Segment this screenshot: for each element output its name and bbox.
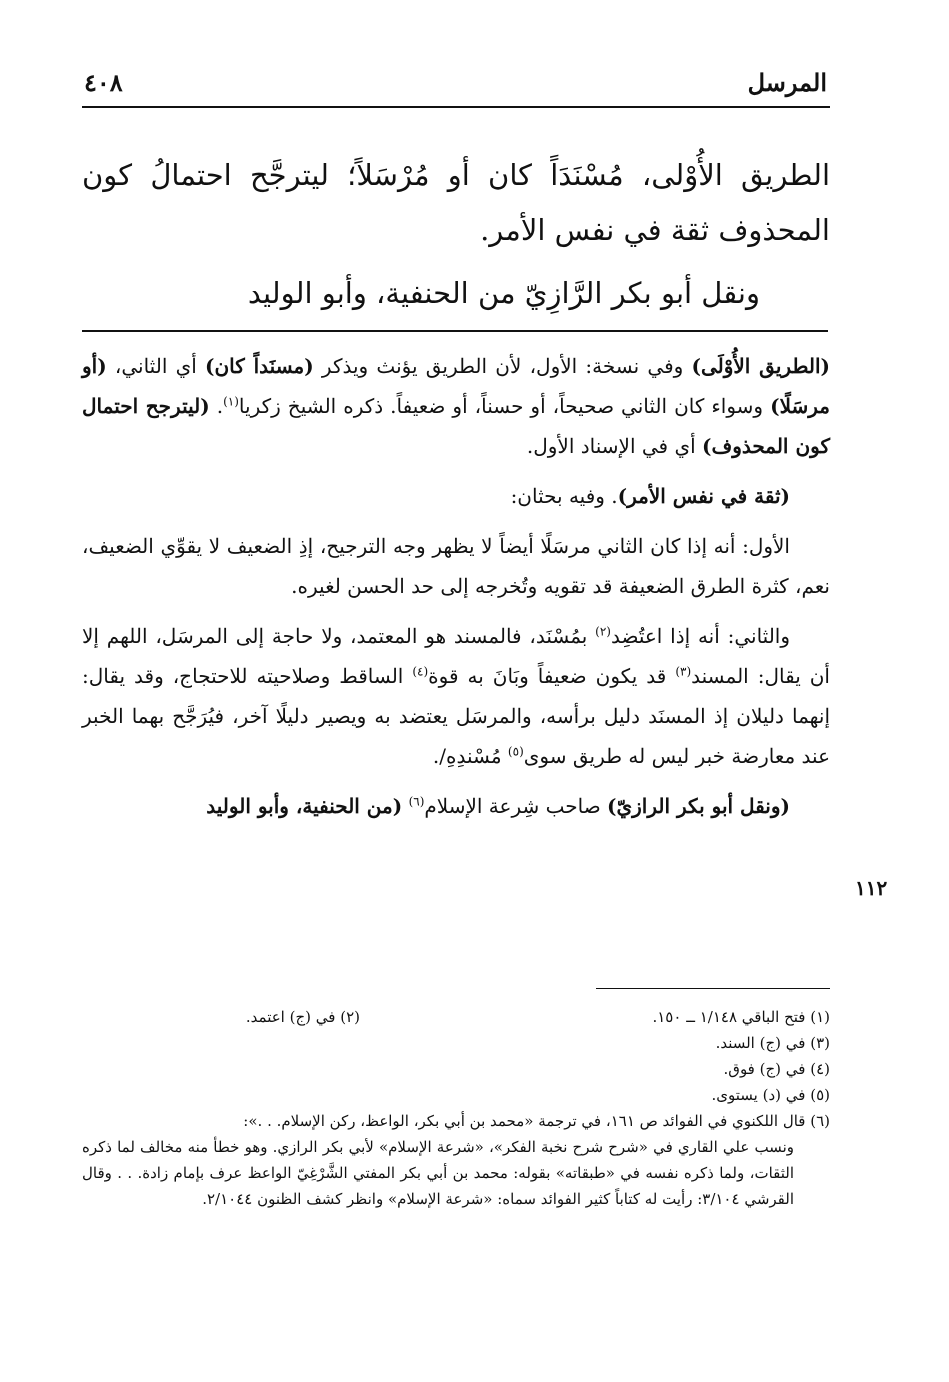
header-divider [82,106,830,108]
commentary-text-run: بمُسْنَد، فالمسند هو المعتمد، ولا حاجة إلى المرسَل، اللهم إلا أن يقال: المسند [82,624,830,688]
footnote-1: (١) فتح الباقي ١/١٤٨ ــ ١٥٠. [652,1008,830,1026]
commentary-paragraph [82,346,830,466]
footnote-5: (٥) في (د) يستوى. [711,1086,830,1104]
commentary-paragraph [82,786,830,826]
commentary-text-run: أي الثاني، [106,354,206,378]
quoted-matn: (ثقة في نفس الأمر) [617,484,790,508]
commentary-text-run: والثاني: أنه إذا اعتُضِد [610,624,791,648]
commentary-text-run: وسواء كان الثاني صحيحاً، أو حسناً، أو ضعيفاً. ذكره الشيخ زكريا [238,394,771,418]
quoted-matn: (أو مرسَلًا) [82,354,831,418]
footnote-divider [596,988,830,989]
footnote-ref: (٢) [595,624,611,639]
matn-commentary-divider [82,330,828,332]
footnote-6-first-line: (٦) قال اللكنوي في الفوائد ص ١٦١، في ترجمة «محمد بن أبي بكر، الواعظ، ركن الإسلام. . .»: [243,1112,830,1130]
footnote-ref: (١) [223,394,239,409]
footnote-2: (٢) في (ج) اعتمد. [245,1008,360,1026]
commentary-text [82,346,830,836]
commentary-paragraph [82,476,830,516]
footnote-ref: (٦) [408,794,425,809]
matn-paragraph: الطريق الأُوْلى، مُسْنَدَاً كان أو مُرْسَلاً؛ ليترجَّح احتمالُ كون المحذوف ثقة في نفس الأمر. [82,158,830,247]
page-number: ٤٠٨ [84,68,123,97]
footnotes [82,1004,830,1212]
commentary-text-run: . [209,394,224,418]
commentary-text-run: صاحب شِرعة الإسلام [424,794,608,818]
quoted-matn: (ليترجح احتمال كون المحذوف) [82,394,830,458]
commentary-text-run: الساقط وصلاحيته للاحتجاج، وقد يقال: إنهما دليلان إذ المسنَد دليل برأسه، والمرسَل يعتضد به ويصير دليلًا آخر، فيُرَجَّح بهما الخبر عند معارضة خبر ليس له طريق سوى [82,664,830,768]
footnote-ref: (٤) [412,664,429,679]
running-title: المرسل [747,68,827,97]
quoted-matn: (الطريق الأُوْلَى) [691,354,830,378]
matn-paragraph: ونقل أبو بكر الرَّازِيّ من الحنفية، وأبو الوليد [247,276,760,310]
commentary-text-run: مُسْندِهِ/. [432,744,508,768]
footnote-6-continuation: ونسب علي القاري في «شرح شرح نخبة الفكر»، «شرعة الإسلام» لأبي بكر الرازي. وهو خطأ منه مخالف لما ذكره الثقات، ولما ذكره نفسه في «طبقاته» بقوله: محمد بن أبي بكر المفتي الشَّرْغِيّ الواعظ عرف بإمام زادة. . . وقال القرشي ٣/١٠٤: رأيت له كتاباً كثير الفوائد سماه: «شرعة الإسلام» وانظر كشف الظنون ٢/١٠٤٤. [82,1138,794,1208]
page-header [82,66,827,106]
manuscript-folio-number: ١١٢ [855,876,888,900]
commentary-text-run: قد يكون ضعيفاً وبَانَ به قوة [428,664,676,688]
commentary-paragraph [82,616,830,776]
footnote-ref: (٥) [507,744,524,759]
footnote-ref: (٣) [675,664,692,679]
matn-text [82,148,830,321]
footnote-4: (٤) في (ج) فوق. [723,1060,830,1078]
commentary-text-run: وفي نسخة: الأول، لأن الطريق يؤنث ويذكر [313,354,692,378]
footnote-6 [82,1108,830,1212]
commentary-text-run: . وفيه بحثان: [510,484,618,508]
commentary-paragraph: الأول: أنه إذا كان الثاني مرسَلًا أيضاً لا يظهر وجه الترجيح، إذِ الضعيف لا يقوِّي الضعيف، نعم، كثرة الطرق الضعيفة قد تقويه وتُخرجه إلى حد الحسن لغيره. [82,534,830,598]
commentary-text-run: أي في الإسناد الأول. [526,434,703,458]
quoted-matn: (من الحنفية، وأبو الوليد [206,794,403,818]
footnote-row [82,1004,830,1030]
quoted-matn: (مسنَداً كان) [205,354,314,378]
quoted-matn: (ونقل أبو بكر الرازيّ) [607,794,790,818]
footnote-3: (٣) في (ج) السند. [715,1034,830,1052]
